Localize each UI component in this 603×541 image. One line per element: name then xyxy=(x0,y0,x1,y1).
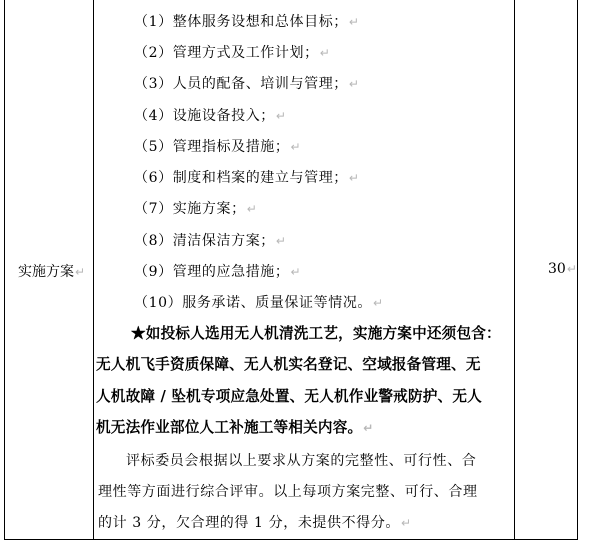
criterion-cell xyxy=(5,0,93,539)
paragraph-mark-icon: ↵ xyxy=(246,202,258,216)
paragraph-mark-icon: ↵ xyxy=(348,171,360,185)
list-item: （9）管理的应急措施；↵ xyxy=(134,264,302,280)
drone-note-line: 人机故障 / 坠机专项应急处置、无人机作业警戒防护、无人 xyxy=(96,388,482,405)
list-item: （7）实施方案；↵ xyxy=(134,201,258,217)
paragraph-mark-icon: ↵ xyxy=(275,109,287,123)
score-cell xyxy=(515,0,577,539)
paragraph-mark-icon: ↵ xyxy=(290,140,302,154)
scoring-rule-line: 理性等方面进行综合评审。以上每项方案完整、可行、合理 xyxy=(98,484,478,500)
list-item: （1）整体服务设想和总体目标；↵ xyxy=(134,14,360,30)
paragraph-mark-icon: ↵ xyxy=(275,234,287,248)
scoring-rule-line: 评标委员会根据以上要求从方案的完整性、可行性、合 xyxy=(126,453,477,469)
paragraph-mark-icon: ↵ xyxy=(348,77,360,91)
list-item: （3）人员的配备、培训与管理；↵ xyxy=(134,76,360,92)
drone-note-line: ★如投标人选用无人机清洗工艺，实施方案中还须包含： xyxy=(131,325,501,342)
paragraph-mark-icon: ↵ xyxy=(290,265,302,279)
list-item: （4）设施设备投入；↵ xyxy=(134,108,287,124)
list-item: （5）管理指标及措施；↵ xyxy=(134,139,302,155)
scoring-table xyxy=(4,0,578,540)
score-value: 30 xyxy=(548,261,566,277)
paragraph-mark-icon: ↵ xyxy=(75,265,86,279)
list-item: （8）清洁保洁方案；↵ xyxy=(134,233,287,249)
criterion-content-cell xyxy=(94,0,515,539)
list-item: （2）管理方式及工作计划；↵ xyxy=(134,45,331,61)
drone-note-line: 机无法作业部位人工补施工等相关内容。↵ xyxy=(96,419,374,436)
paragraph-mark-icon: ↵ xyxy=(401,516,412,530)
criterion-label: 实施方案 xyxy=(18,264,74,280)
drone-note-line: 无人机飞手资质保障、无人机实名登记、空域报备管理、无 xyxy=(96,356,481,373)
paragraph-mark-icon: ↵ xyxy=(319,46,331,60)
paragraph-mark-icon: ↵ xyxy=(363,421,374,435)
paragraph-mark-icon: ↵ xyxy=(348,15,360,29)
scoring-rule-line: 的计 3 分，欠合理的得 1 分，未提供不得分。↵ xyxy=(98,515,412,531)
list-item: （6）制度和档案的建立与管理；↵ xyxy=(134,170,360,186)
paragraph-mark-icon: ↵ xyxy=(566,262,577,276)
paragraph-mark-icon: ↵ xyxy=(373,296,384,310)
list-item: （10）服务承诺、质量保证等情况。↵ xyxy=(134,295,384,311)
